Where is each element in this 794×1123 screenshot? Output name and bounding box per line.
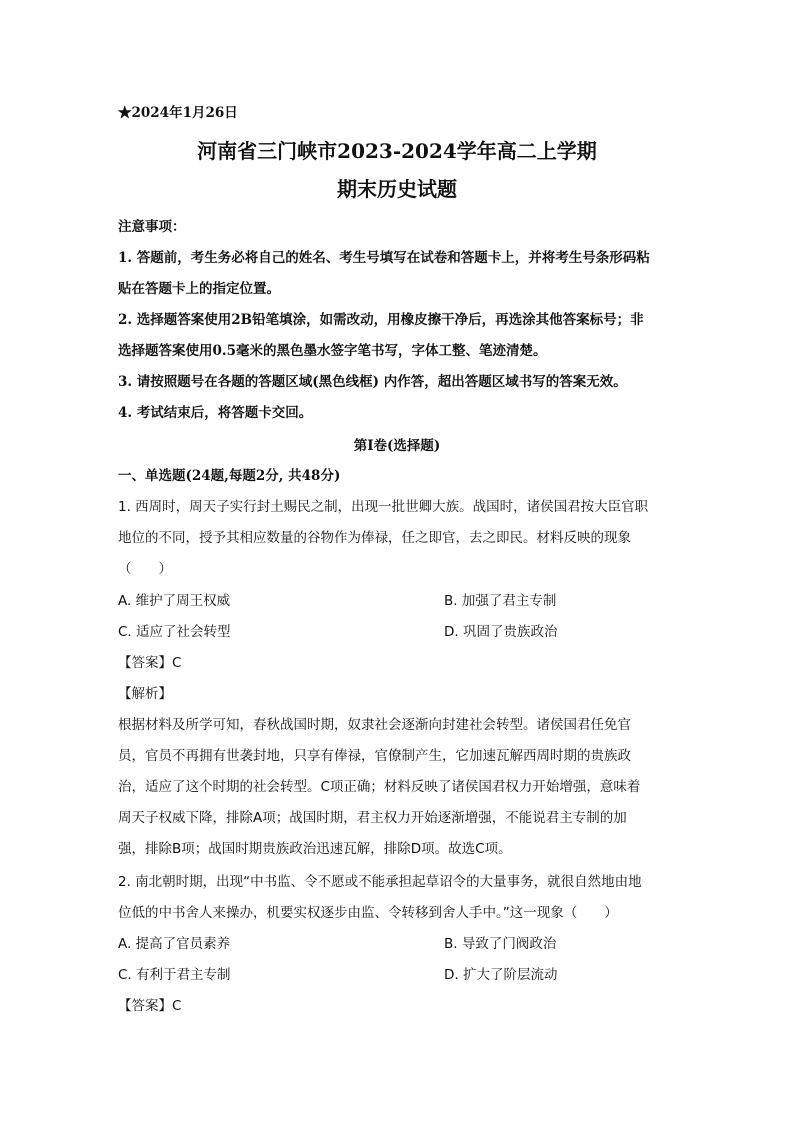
q1-analysis-line: 根据材料及所学可知，春秋战国时期，奴隶社会逐渐向封建社会转型。诸侯国君任免官 xyxy=(118,717,631,733)
note-line: 贴在答题卡上的指定位置。 xyxy=(118,281,280,297)
q1-answer: 【答案】C xyxy=(118,655,182,671)
q1-option-c: C. 适应了社会转型 xyxy=(118,624,231,640)
exam-date: ★2024年1月26日 xyxy=(118,105,238,121)
note-line: 1. 答题前，考生务必将自己的姓名、考生号填写在试卷和答题卡上，并将考生号条形码粘 xyxy=(118,250,650,266)
q1-analysis-line: 周天子权威下降，排除A项；战国时期，君主权力开始逐渐增强，不能说君主专制的加 xyxy=(118,810,627,826)
q1-stem-line: 1. 西周时，周天子实行封土赐民之制，出现一批世卿大族。战国时，诸侯国君按大臣官职 xyxy=(118,499,649,515)
q2-option-a: A. 提高了官员素养 xyxy=(118,936,231,952)
note-line: 选择题答案使用0.5毫米的黑色墨水签字笔书写，字体工整、笔迹清楚。 xyxy=(118,343,547,359)
q2-answer: 【答案】C xyxy=(118,998,182,1014)
q1-stem-line: （ ） xyxy=(118,561,172,577)
q1-option-a: A. 维护了周王权威 xyxy=(118,593,231,609)
q1-stem-line: 地位的不同，授予其相应数量的谷物作为俸禄，任之即官，去之即民。材料反映的现象 xyxy=(118,530,631,546)
note-line: 4. 考试结束后，将答题卡交回。 xyxy=(118,405,313,421)
q2-option-b: B. 导致了门阀政治 xyxy=(444,936,557,952)
q1-analysis-line: 强，排除B项；战国时期贵族政治迅速瓦解，排除D项。故选C项。 xyxy=(118,841,512,857)
q1-analysis-line: 员，官员不再拥有世袭封地，只享有俸禄，官僚制产生，它加速瓦解西周时期的贵族政 xyxy=(118,748,631,764)
exam-title: 河南省三门峡市2023-2024学年高二上学期 xyxy=(197,139,597,163)
q2-stem-line: 2. 南北朝时期，出现“中书监、令不愿或不能承担起草诏令的大量事务，就很自然地由地 xyxy=(118,874,642,890)
note-line: 2. 选择题答案使用2B铅笔填涂，如需改动，用橡皮擦干净后，再选涂其他答案标号；非 xyxy=(118,312,644,328)
exam-subtitle: 期末历史试题 xyxy=(337,177,457,201)
q1-option-b: B. 加强了君主专制 xyxy=(444,593,557,609)
notes-heading: 注意事项： xyxy=(118,219,186,235)
q2-stem-line: 位低的中书舍人来操办，机要实权逐步由监、令转移到舍人手中。”这一现象（ ） xyxy=(118,905,618,921)
q1-option-d: D. 巩固了贵族政治 xyxy=(444,624,558,640)
q1-analysis-label: 【解析】 xyxy=(118,686,172,702)
note-line: 3. 请按照题号在各题的答题区域(黑色线框) 内作答，超出答题区域书写的答案无效。 xyxy=(118,374,627,390)
part-heading: 一、单选题(24题,每题2分, 共48分) xyxy=(118,468,341,484)
q1-analysis-line: 治，适应了这个时期的社会转型。C项正确；材料反映了诸侯国君权力开始增强，意味着 xyxy=(118,779,641,795)
section-title: 第Ⅰ卷(选择题) xyxy=(353,438,441,454)
q2-option-c: C. 有利于君主专制 xyxy=(118,967,231,983)
q2-option-d: D. 扩大了阶层流动 xyxy=(444,967,558,983)
